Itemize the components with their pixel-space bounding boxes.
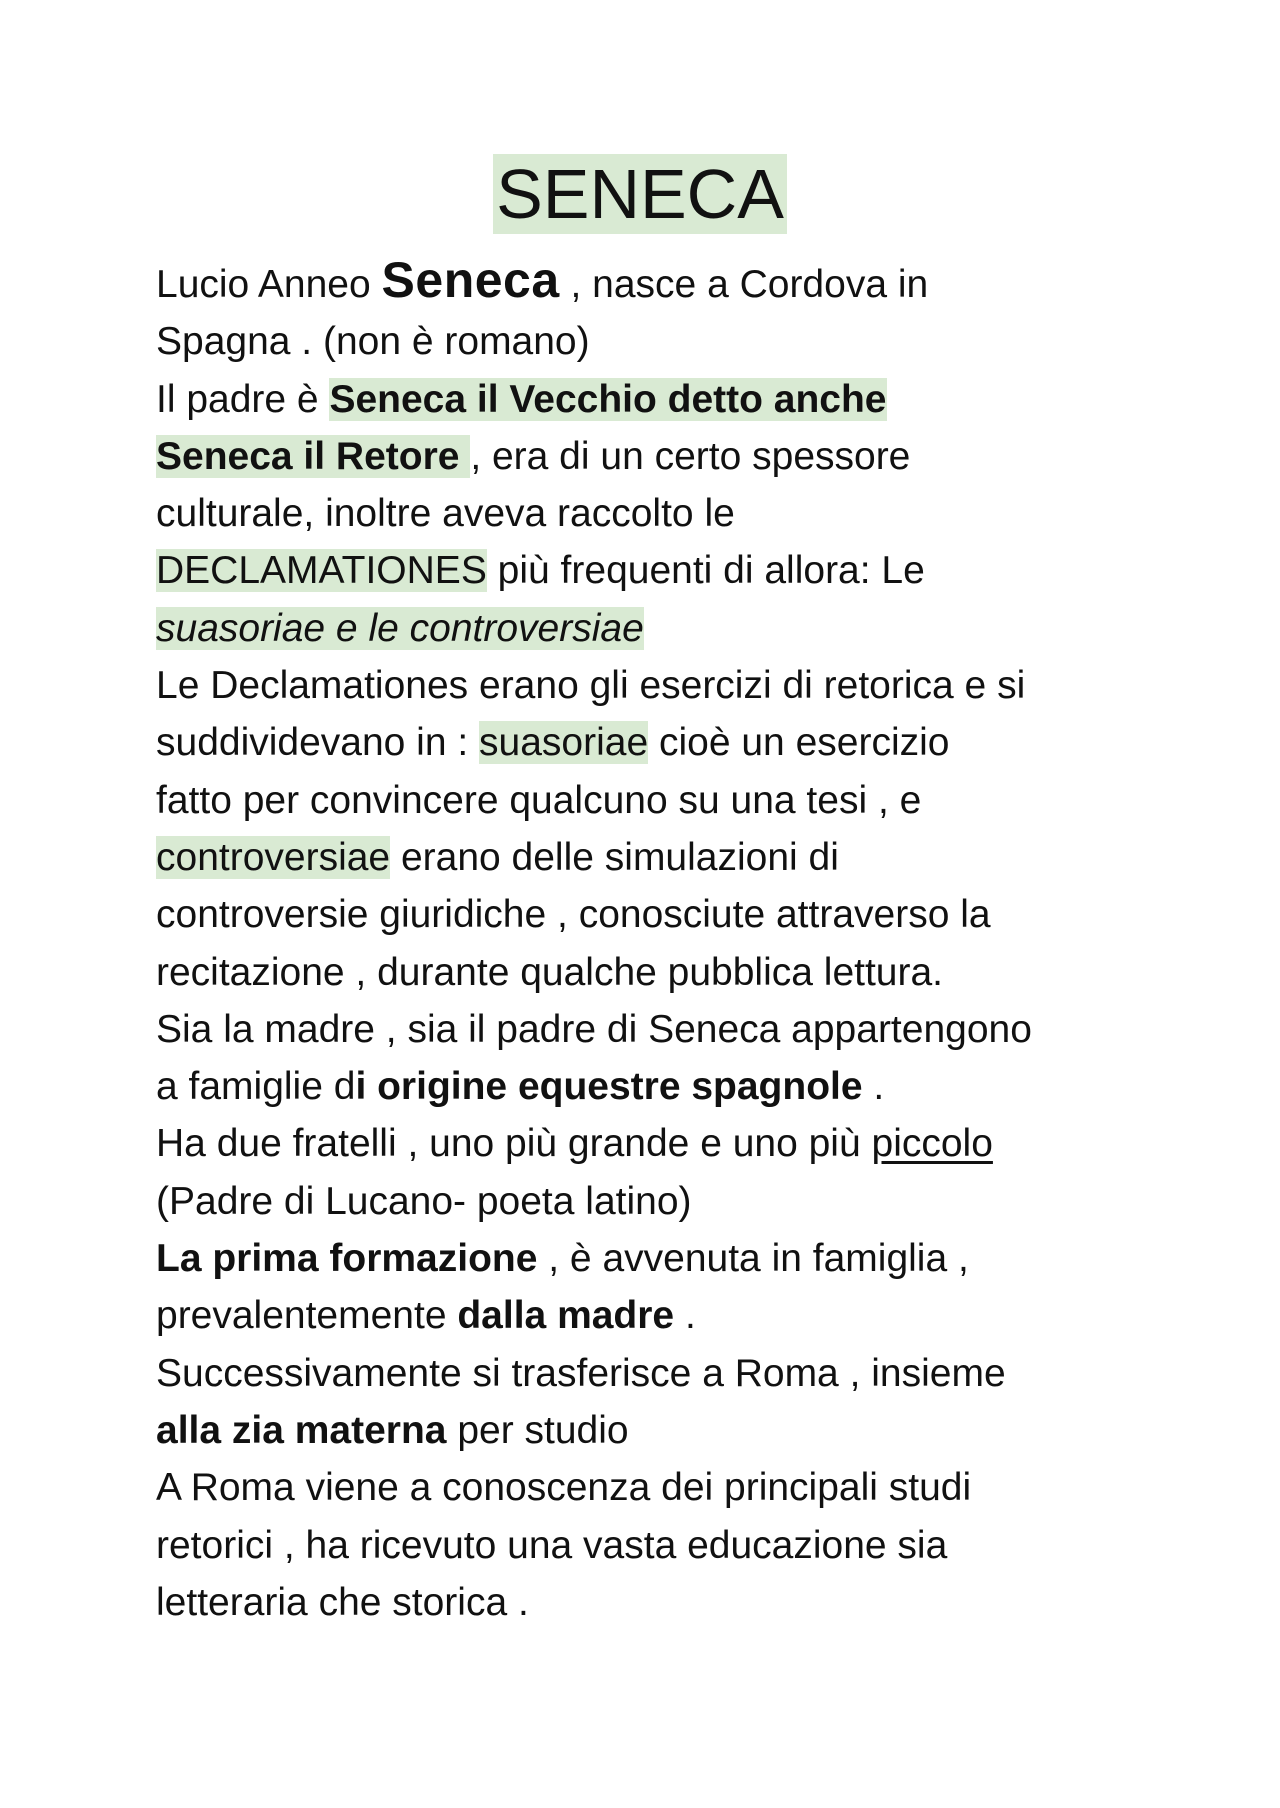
text-line-8: Le Declamationes erano gli esercizi di retorica e si bbox=[156, 664, 1026, 708]
bold-text: dalla madre bbox=[457, 1294, 675, 1338]
text-line-2: Spagna . (non è romano) bbox=[156, 320, 590, 364]
text-line-14: Sia la madre , sia il padre di Seneca appartengono bbox=[156, 1007, 1032, 1051]
name-emphasis: Seneca bbox=[381, 252, 560, 308]
highlighted-text: controversiae bbox=[156, 835, 391, 879]
text-line-3 bbox=[156, 371, 1156, 428]
text-line-21 bbox=[156, 1402, 1156, 1459]
text-line-20: Successivamente si trasferisce a Roma , insieme bbox=[156, 1351, 1006, 1395]
text-run: , nasce a Cordova in bbox=[559, 263, 929, 306]
title-container bbox=[0, 154, 1280, 234]
bold-text: La prima formazione bbox=[156, 1237, 538, 1281]
text-line-11 bbox=[156, 829, 1156, 886]
body-text bbox=[156, 252, 1156, 1631]
text-run: Ha due fratelli , uno più grande e uno più bbox=[156, 1122, 872, 1166]
text-line-15 bbox=[156, 1058, 1156, 1115]
text-line-24: letteraria che storica . bbox=[156, 1580, 529, 1624]
text-line-13: recitazione , durante qualche pubblica lettura. bbox=[156, 950, 944, 994]
text-run: più frequenti di allora: Le bbox=[486, 549, 925, 593]
text-run: prevalentemente bbox=[156, 1294, 458, 1338]
text-line-5: culturale, inoltre aveva raccolto le bbox=[156, 492, 735, 536]
text-run: Il padre è bbox=[156, 377, 330, 421]
text-run: Lucio Anneo bbox=[156, 263, 382, 306]
text-run: . bbox=[862, 1065, 885, 1109]
page-title: SENECA bbox=[493, 154, 787, 234]
text-line-10: fatto per convincere qualcuno su una tesi , e bbox=[156, 778, 922, 822]
highlighted-bold-text: Seneca il Retore bbox=[156, 434, 471, 478]
text-line-4 bbox=[156, 428, 1156, 485]
text-line-1 bbox=[156, 252, 1156, 313]
text-line-18 bbox=[156, 1230, 1156, 1287]
text-run: a famiglie d bbox=[156, 1065, 356, 1109]
text-line-16 bbox=[156, 1115, 1156, 1172]
text-run: suddividevano in : bbox=[156, 721, 480, 765]
text-line-17: (Padre di Lucano- poeta latino) bbox=[156, 1179, 692, 1223]
text-run: per studio bbox=[446, 1408, 629, 1452]
text-line-12: controversie giuridiche , conosciute attraverso la bbox=[156, 893, 991, 937]
highlighted-text: DECLAMATIONES bbox=[156, 549, 487, 593]
underlined-text: piccolo bbox=[871, 1122, 993, 1166]
text-line-23: retorici , ha ricevuto una vasta educazione sia bbox=[156, 1523, 948, 1567]
highlighted-italic-text: suasoriae e le controversiae bbox=[156, 606, 644, 650]
text-run: cioè un esercizio bbox=[648, 721, 950, 765]
highlighted-bold-text: Seneca il Vecchio detto anche bbox=[329, 377, 887, 421]
bold-text: i origine equestre spagnole bbox=[355, 1065, 863, 1109]
text-line-6 bbox=[156, 542, 1156, 599]
text-line-22: A Roma viene a conoscenza dei principali studi bbox=[156, 1466, 972, 1510]
highlighted-text: suasoriae bbox=[479, 721, 649, 765]
text-run: . bbox=[674, 1294, 696, 1338]
text-line-19 bbox=[156, 1287, 1156, 1344]
text-run: erano delle simulazioni di bbox=[390, 835, 839, 879]
text-line-7 bbox=[156, 600, 1156, 657]
text-run: , era di un certo spessore bbox=[470, 434, 911, 478]
bold-text: alla zia materna bbox=[156, 1408, 447, 1452]
text-run: , è avvenuta in famiglia , bbox=[537, 1237, 969, 1281]
text-line-9 bbox=[156, 714, 1156, 771]
